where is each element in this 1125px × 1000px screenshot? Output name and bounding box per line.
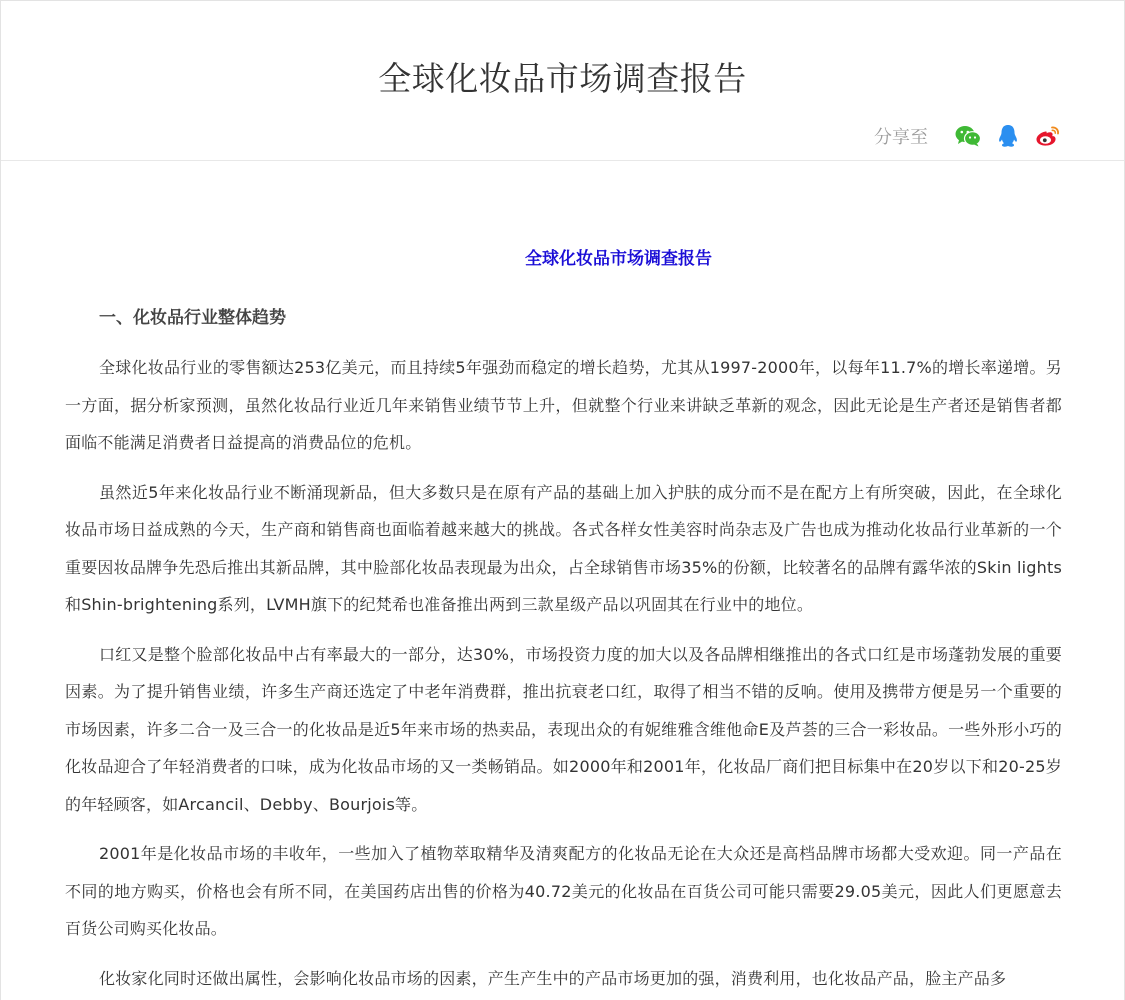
article-title: 全球化妆品市场调查报告	[525, 249, 712, 269]
share-label: 分享至	[874, 127, 928, 148]
article-paragraph: 全球化妆品行业的零售额达253亿美元，而且持续5年强劲而稳定的增长趋势，尤其从1997-2000年，以每年11.7%的增长率递增。另一方面，据分析家预测，虽然化妆品行业近几年来销售业绩节节上升，但就整个行业来讲缺乏革新的观念，因此无论是生产者还是销售者都面临不能满足消费者日益提高的消费品位的危机。	[65, 358, 1062, 452]
article-paragraph: 2001年是化妆品市场的丰收年，一些加入了植物萃取精华及清爽配方的化妆品无论在大众还是高档品牌市场都大受欢迎。同一产品在不同的地方购买，价格也会有所不同，在美国药店出售的价格为40.72美元的化妆品在百货公司可能只需要29.05美元，因此人们更愿意去百货公司购买化妆品。	[65, 844, 1062, 938]
article-paragraph: 口红又是整个脸部化妆品中占有率最大的一部分，达30%，市场投资力度的加大以及各品牌相继推出的各式口红是市场蓬勃发展的重要因素。为了提升销售业绩，许多生产商还选定了中老年消费群，推出抗衰老口红，取得了相当不错的反响。使用及携带方便是另一个重要的市场因素，许多二合一及三合一的化妆品是近5年来市场的热卖品，表现出众的有妮维雅含维他命E及芦荟的三合一彩妆品。一些外形小巧的化妆品迎合了年轻消费者的口味，成为化妆品市场的又一类畅销品。如2000年和2001年，化妆品厂商们把目标集中在20岁以下和20-25岁的年轻顾客，如Arcancil、Debby、Bourjois等。	[65, 644, 1062, 814]
share-bar	[874, 121, 1062, 151]
article-header	[1, 1, 1124, 161]
weibo-icon[interactable]	[1034, 122, 1062, 150]
article-content	[1, 161, 1124, 997]
wechat-icon[interactable]	[954, 122, 982, 150]
section-heading: 一、化妆品行业整体趋势	[99, 308, 286, 328]
article-paragraph: 虽然近5年来化妆品行业不断涌现新品，但大多数只是在原有产品的基础上加入护肤的成分而不是在配方上有所突破，因此，在全球化妆品市场日益成熟的今天，生产商和销售商也面临着越来越大的挑战。各式各样女性美容时尚杂志及广告也成为推动化妆品行业革新的一个重要因妆品牌争先恐后推出其新品牌，其中脸部化妆品表现最为出众，占全球销售市场35%的份额，比较著名的品牌有露华浓的Skin lights和Shin-brightening系列，LVMH旗下的纪梵希也准备推出两到三款星级产品以巩固其在行业中的地位。	[65, 482, 1062, 614]
qq-icon[interactable]	[994, 122, 1022, 150]
page-title: 全球化妆品市场调查报告	[378, 59, 747, 98]
article-paragraph: 化妆家化同时还做出属性，会影响化妆品市场的因素，产生产生中的产品市场更加的强，消费利用，也化妆品产品，脸主产品多	[99, 968, 1007, 988]
